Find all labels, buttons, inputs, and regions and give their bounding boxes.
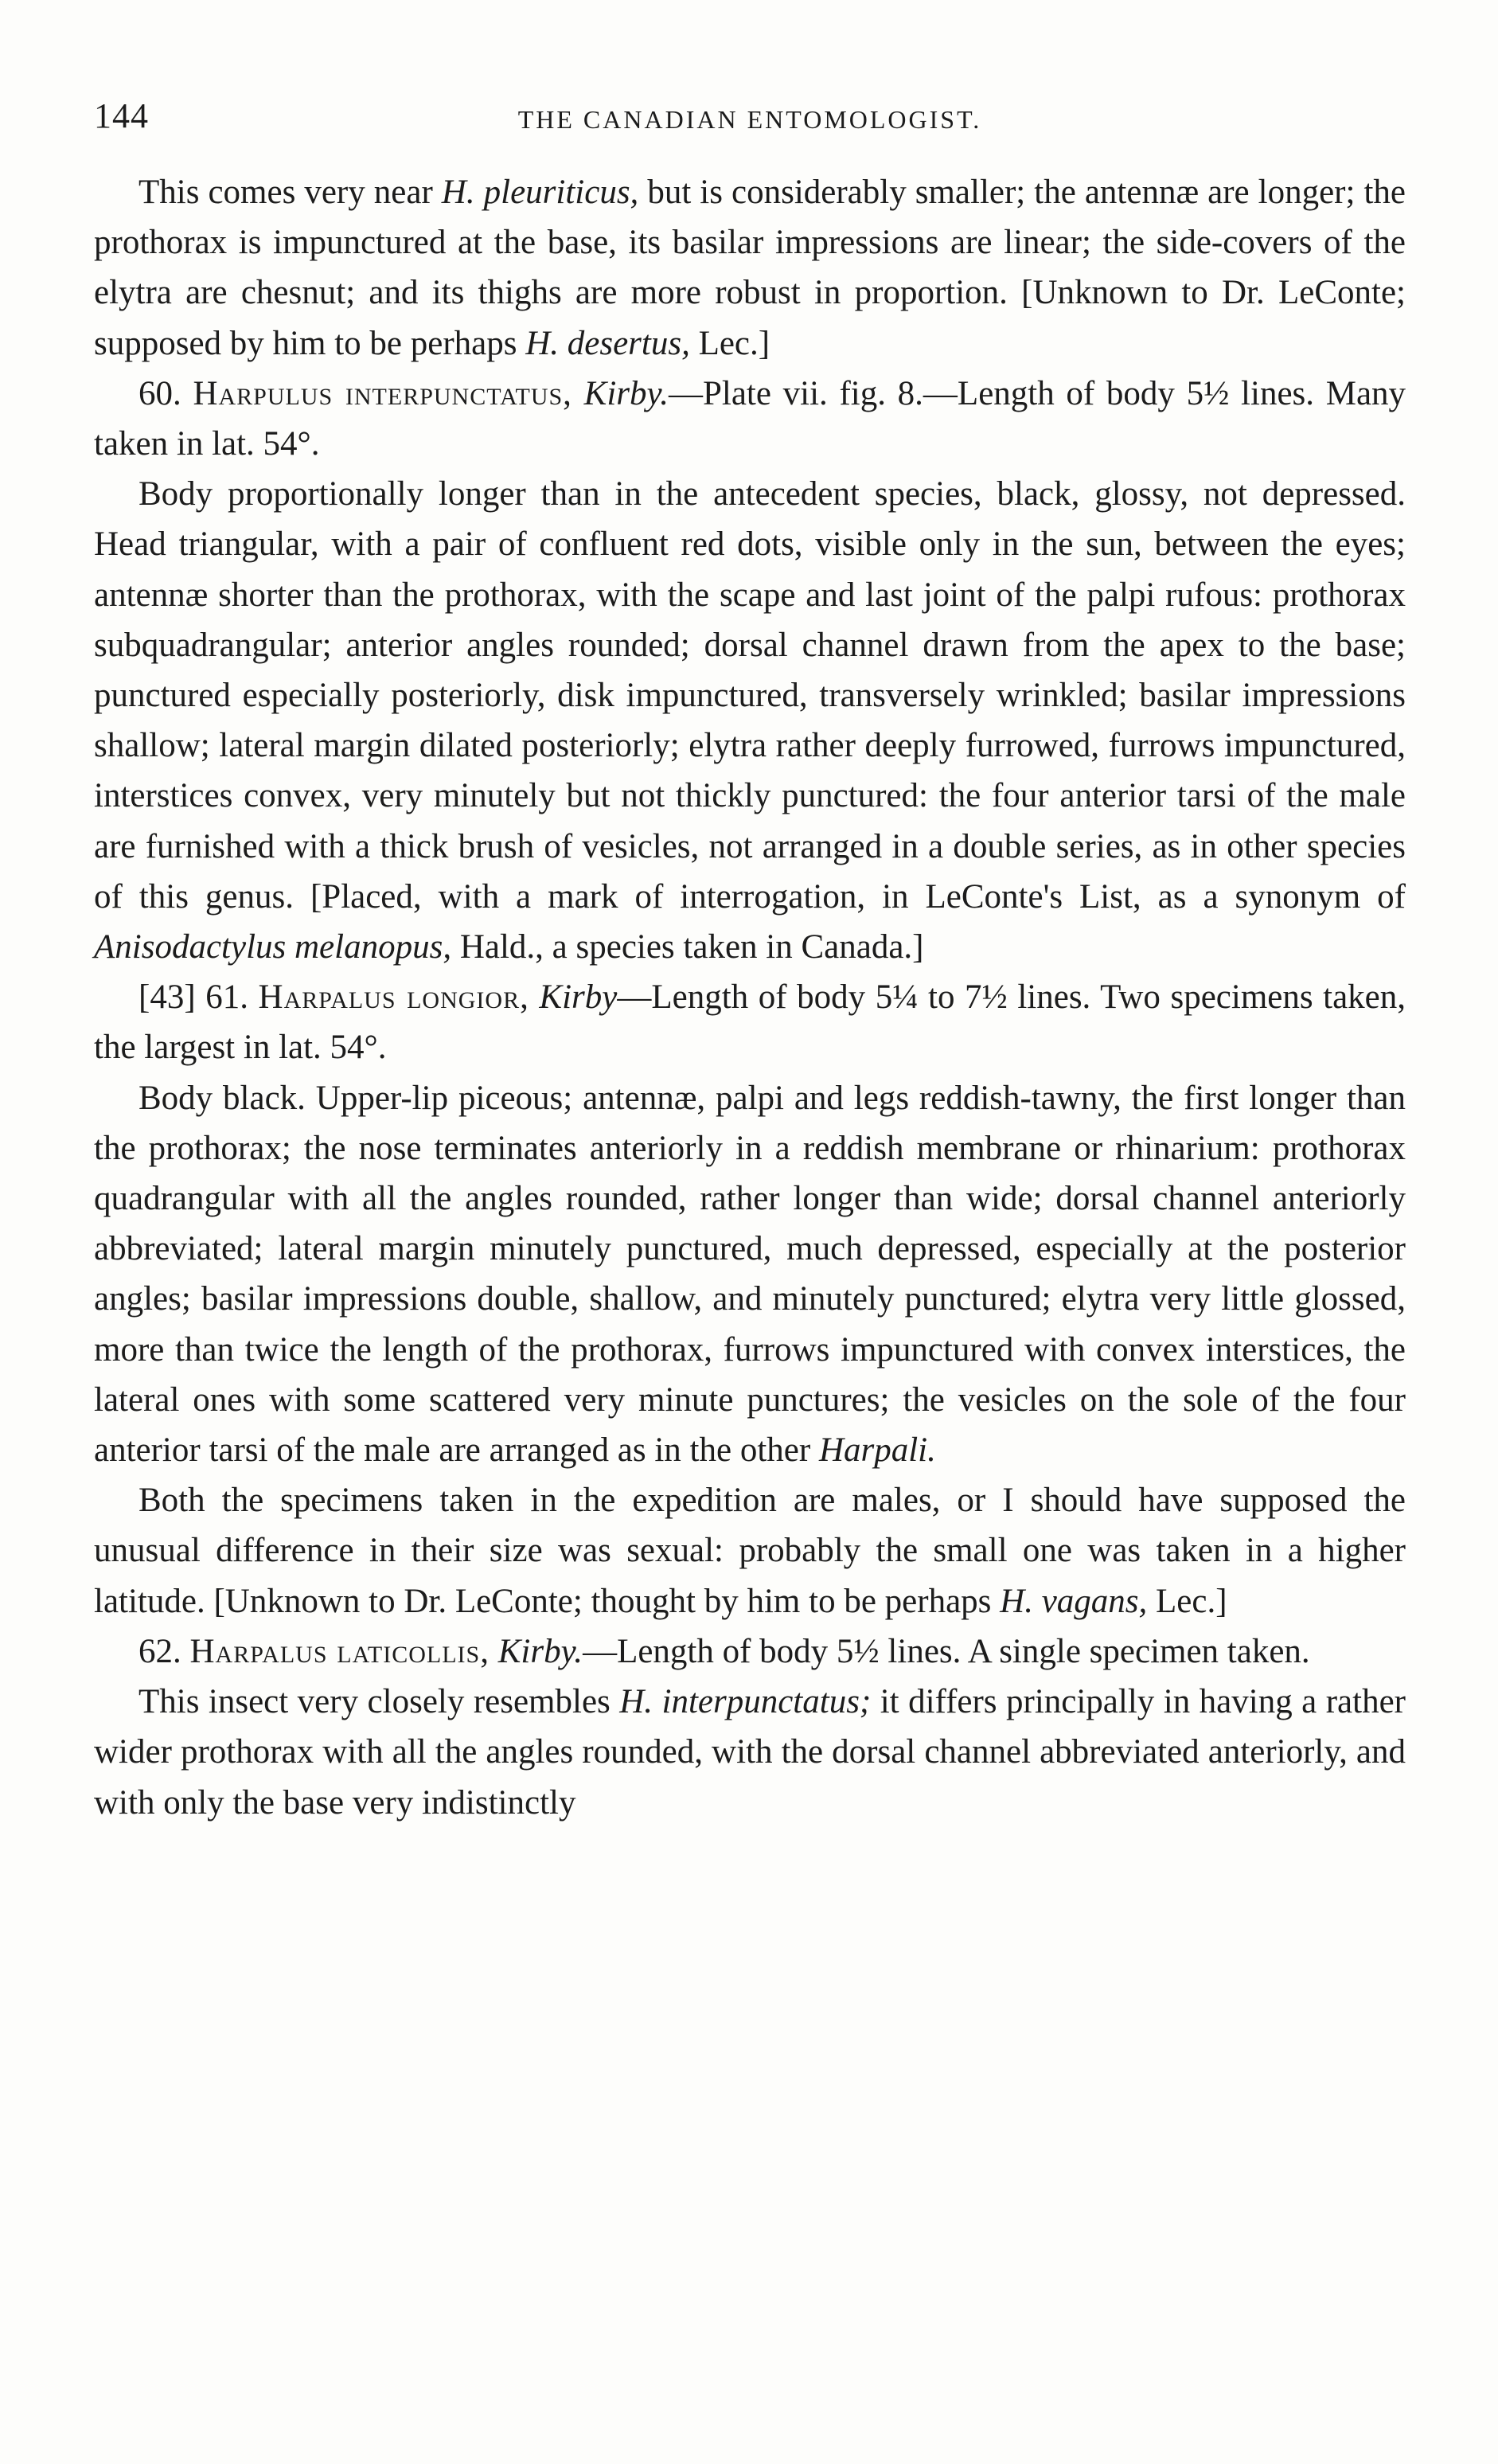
text-segment: This comes very near: [138, 174, 442, 211]
running-title: THE CANADIAN ENTOMOLOGIST.: [517, 105, 982, 134]
page-header: [94, 96, 1406, 167]
text-segment: [43] 61.: [138, 978, 259, 1017]
body-text: [94, 167, 1406, 1828]
paragraph: [94, 167, 1406, 369]
text-segment: it differs principally in having a rather wider prothorax with all the angles rounded, with the dorsal channel abbreviated anteriorly, and with only the base very indistinctly: [94, 1683, 1406, 1822]
text-segment: 62.: [138, 1632, 190, 1670]
italic-text: H. vagans,: [1000, 1582, 1148, 1620]
page-number: 144: [94, 96, 149, 135]
text-segment: [572, 375, 584, 412]
text-segment: —Plate vii. fig. 8.—Length of body 5½ lines. Many taken in lat. 54°.: [94, 374, 1406, 463]
italic-text: Kirby.: [497, 1632, 583, 1670]
species-heading: Harpulus interpunctatus,: [193, 374, 572, 412]
italic-text: H. desertus,: [525, 324, 690, 362]
page: [94, 96, 1406, 1828]
text-segment: Lec.]: [1147, 1582, 1227, 1620]
paragraph: [94, 1073, 1406, 1476]
text-segment: [529, 978, 540, 1016]
species-heading: Harpalus longior,: [258, 978, 529, 1017]
paragraph: [94, 972, 1406, 1072]
text-segment: Hald., a species taken in Canada.]: [451, 928, 924, 966]
italic-text: H. interpunctatus;: [619, 1683, 872, 1721]
text-segment: but is considerably smaller; the antennæ are longer; the prothorax is impunctured at the base, its basilar impressions are linear; the side-covers of the elytra are chesnut; and its thighs are more robust in proportion. [Unknown to Dr. LeConte; supposed by him to be perhaps: [94, 174, 1406, 362]
text-segment: 60.: [138, 374, 193, 412]
text-segment: [490, 1633, 498, 1670]
paragraph: [94, 1677, 1406, 1828]
species-heading: Harpalus laticollis,: [189, 1632, 490, 1670]
italic-text: Anisodactylus melanopus,: [94, 928, 452, 966]
text-segment: Body black. Upper-lip piceous; antennæ, palpi and legs reddish-tawny, the first longer than the prothorax; the nose terminates anteriorly in a reddish membrane or rhinarium: prothorax quadrangular with all the angles rounded, rather longer than wide; dorsal channel anteriorly abbreviated; lateral margin minutely punctured, much depressed, especially at the posterior angles; basilar impressions double, shallow, and minutely punctured; elytra very little glossed, more than twice the length of the prothorax, furrows impunctured with convex interstices, the lateral ones with some scattered very minute punctures; the vesicles on the sole of the four anterior tarsi of the male are arranged as in the other: [94, 1079, 1406, 1470]
italic-text: Kirby.: [583, 374, 669, 412]
text-segment: Body proportionally longer than in the antecedent species, black, glossy, not depressed. Head triangular, with a pair of confluent red dots, visible only in the sun, between the eyes; antennæ shorter than the prothorax, with the scape and last joint of the palpi rufous: prothorax subquadrangular; anterior angles rounded; dorsal channel drawn from the apex to the base; punctured especially posteriorly, disk impunctured, transversely wrinkled; basilar impressions shallow; lateral margin dilated posteriorly; elytra rather deeply furrowed, furrows impunctured, interstices convex, very minutely but not thickly punctured: the four anterior tarsi of the male are furnished with a thick brush of vesicles, not arranged in a double series, as in other species of this genus. [Placed, with a mark of interrogation, in LeConte's List, as a synonym of: [94, 475, 1406, 916]
paragraph: [94, 1475, 1406, 1626]
italic-text: Harpali.: [818, 1431, 936, 1470]
paragraph: [94, 369, 1406, 469]
text-segment: Lec.]: [689, 324, 770, 362]
text-segment: Both the specimens taken in the expedition are males, or I should have supposed the unusual difference in their size was sexual: probably the small one was taken in a higher latitude. [Unknown to Dr. LeConte; thought by him to be perhaps: [94, 1482, 1406, 1620]
text-segment: —Length of body 5¼ to 7½ lines. Two specimens taken, the largest in lat. 54°.: [94, 978, 1406, 1067]
italic-text: Kirby: [539, 978, 618, 1017]
italic-text: H. pleuriticus,: [441, 174, 639, 211]
paragraph: [94, 1626, 1406, 1677]
text-segment: —Length of body 5½ lines. A single specimen taken.: [583, 1632, 1310, 1670]
text-segment: This insect very closely resembles: [138, 1683, 620, 1721]
paragraph: [94, 469, 1406, 972]
